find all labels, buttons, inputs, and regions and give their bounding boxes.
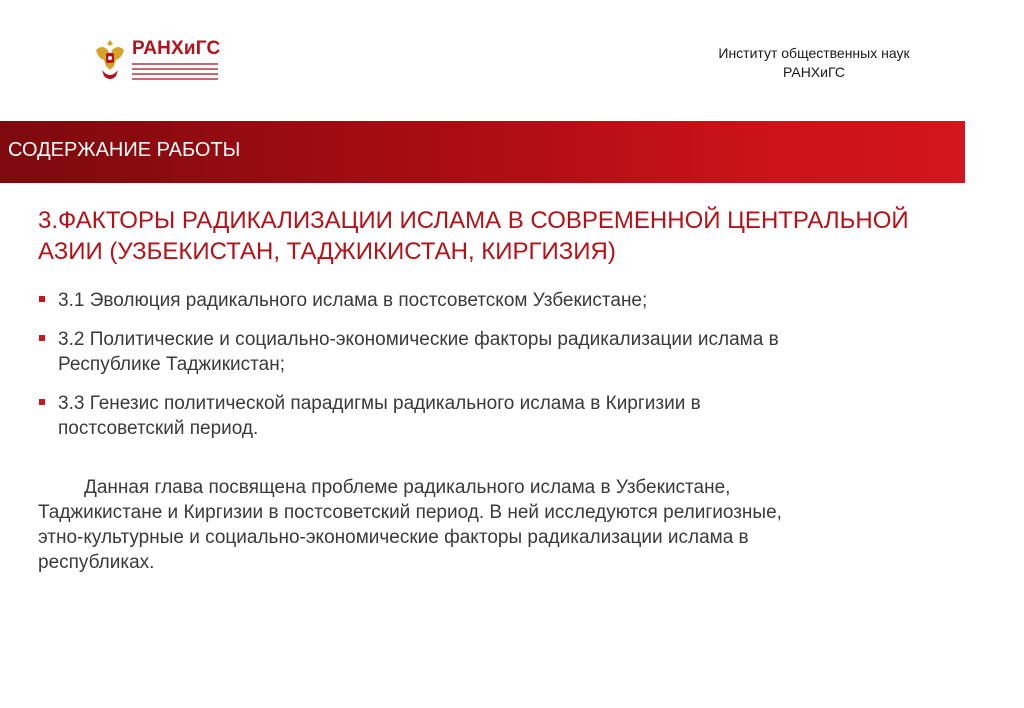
paragraph-line: республиках.: [38, 552, 155, 573]
section-heading: [38, 205, 978, 267]
square-bullet-icon: [39, 399, 45, 405]
list-item-text: Республике Таджикистан;: [58, 354, 285, 375]
section-heading-line: 3.ФАКТОРЫ РАДИКАЛИЗАЦИИ ИСЛАМА В СОВРЕМЕННОЙ ЦЕНТРАЛЬНОЙ: [38, 207, 909, 234]
double-headed-eagle-emblem-icon: [92, 36, 128, 82]
paragraph-line: Таджикистане и Киргизии в постсоветский период. В ней исследуются религиозные,: [38, 502, 782, 523]
list-item: [38, 288, 998, 313]
section-heading-line: АЗИИ (УЗБЕКИСТАН, ТАДЖИКИСТАН, КИРГИЗИЯ): [38, 238, 616, 265]
list-item-text: 3.2 Политические и социально-экономические факторы радикализации ислама в: [58, 329, 779, 350]
square-bullet-icon: [39, 296, 45, 302]
paragraph-line: этно-культурные и социально-экономические факторы радикализации ислама в: [38, 527, 749, 548]
subsection-list: [38, 288, 998, 455]
title-banner: [0, 121, 965, 183]
list-item: [38, 391, 998, 441]
list-item-text: 3.3 Генезис политической парадигмы радикального ислама в Киргизии в: [58, 393, 701, 414]
list-item-text: постсоветский период.: [58, 418, 259, 439]
institute-line: Институт общественных наук: [718, 45, 910, 61]
square-bullet-icon: [39, 335, 45, 341]
logo-wordmark: РАНХиГС: [132, 38, 221, 59]
ranepa-logo: [92, 36, 222, 86]
paragraph-line: Данная глава посвящена проблеме радикального ислама в Узбекистане,: [84, 477, 731, 498]
logo-subtitle-lines: [132, 63, 218, 83]
institute-line: РАНХиГС: [782, 64, 846, 80]
banner-title: СОДЕРЖАНИЕ РАБОТЫ: [8, 139, 241, 161]
chapter-description: [38, 475, 998, 575]
institute-caption: [700, 44, 928, 82]
list-item: [38, 327, 998, 377]
list-item-text: 3.1 Эволюция радикального ислама в постсоветском Узбекистане;: [58, 290, 648, 311]
